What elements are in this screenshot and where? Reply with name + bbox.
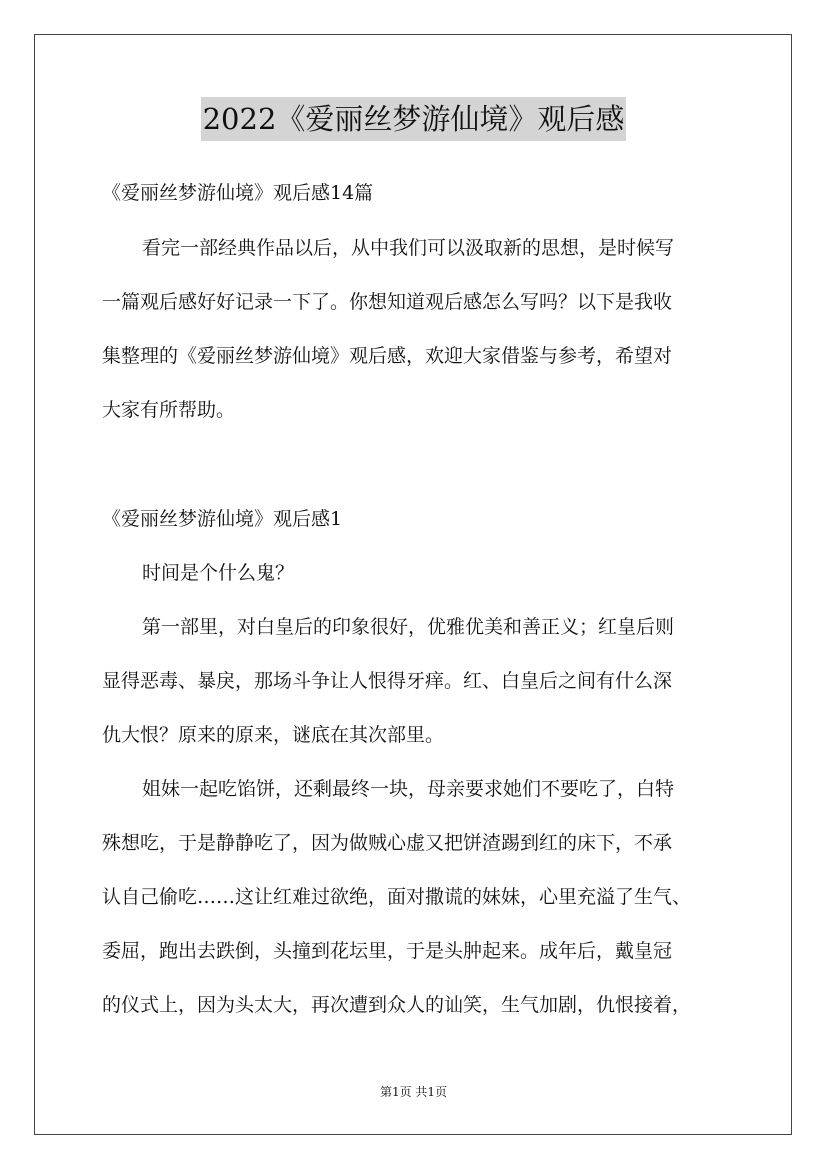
section-heading: 《爱丽丝梦游仙境》观后感1 xyxy=(102,508,343,530)
paragraph-line: 时间是个什么鬼？ xyxy=(142,562,295,584)
paragraph-line: 殊想吃，于是静静吃了，因为做贼心虚又把饼渣踢到红的床下，不承 xyxy=(102,832,673,854)
paragraph-line: 认自己偷吃……这让红难过欲绝，面对撒谎的妹妹，心里充溢了生气、 xyxy=(102,886,692,908)
paragraph-line: 第一部里，对白皇后的印象很好，优雅优美和善正义；红皇后则 xyxy=(142,616,675,638)
paragraph-line: 一篇观后感好好记录一下了。你想知道观后感怎么写吗？以下是我收 xyxy=(102,291,673,313)
paragraph-line: 显得恶毒、暴戾，那场斗争让人恨得牙痒。红、白皇后之间有什么深 xyxy=(102,670,673,692)
paragraph-line: 看完一部经典作品以后，从中我们可以汲取新的思想，是时候写 xyxy=(142,237,675,259)
paragraph-line: 集整理的《爱丽丝梦游仙境》观后感，欢迎大家借鉴与参考，希望对 xyxy=(102,345,673,367)
document-title: 2022《爱丽丝梦游仙境》观后感 xyxy=(201,97,627,141)
paragraph-line: 的仪式上，因为头太大，再次遭到众人的讪笑，生气加剧，仇恨接着， xyxy=(102,994,692,1016)
paragraph-line: 姐妹一起吃馅饼，还剩最终一块，母亲要求她们不要吃了，白特 xyxy=(142,778,675,800)
paragraph-line: 委屈，跑出去跌倒，头撞到花坛里，于是头肿起来。成年后，戴皇冠 xyxy=(102,940,673,962)
paragraph-line: 仇大恨？原来的原来，谜底在其次部里。 xyxy=(102,724,445,746)
paragraph-line: 大家有所帮助。 xyxy=(102,399,236,421)
title-container xyxy=(0,97,827,141)
subtitle-line: 《爱丽丝梦游仙境》观后感14篇 xyxy=(102,182,374,204)
page-footer: 第1页 共1页 xyxy=(379,1085,448,1099)
